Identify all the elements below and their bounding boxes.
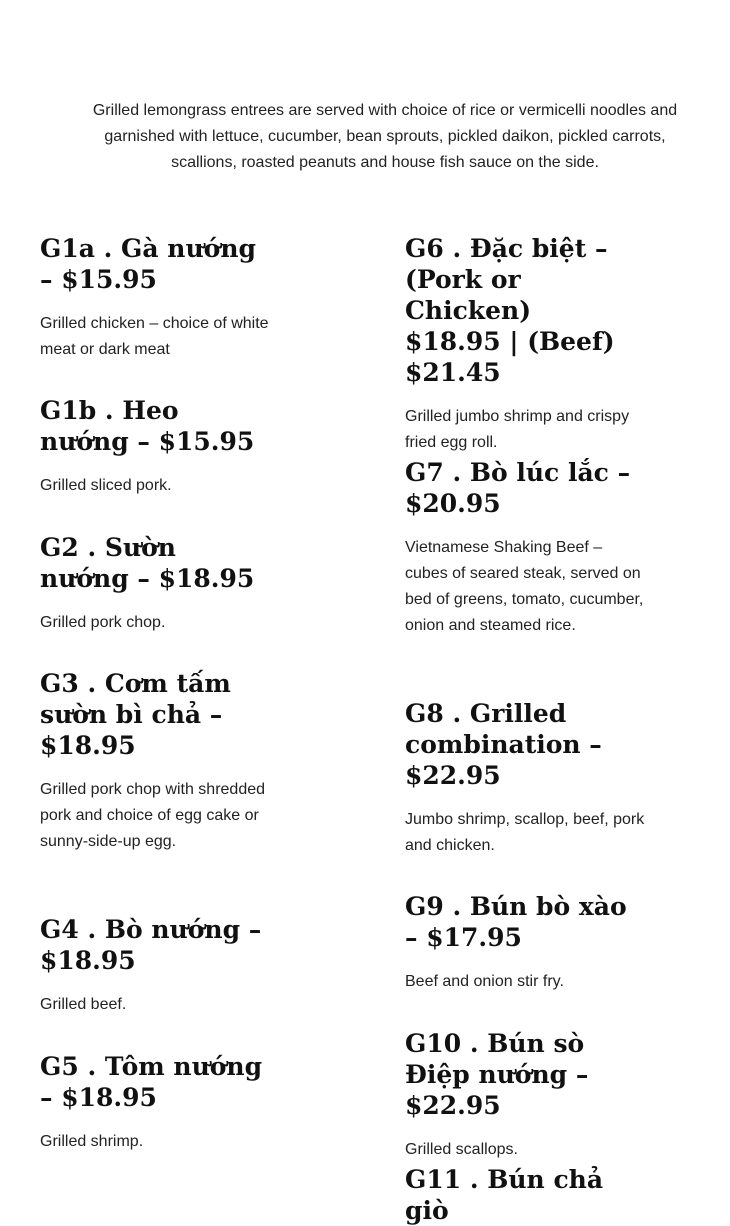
item-description: Grilled scallops. [405,1141,518,1158]
item-description: Grilled shrimp. [40,1133,144,1150]
menu-item-g11 [405,1164,645,1226]
item-title: G8 . Grilled combination – $22.95 [405,699,602,790]
item-title: G5 . Tôm nướng – $18.95 [40,1052,263,1112]
menu-item-g5 [40,1051,272,1155]
item-description: Grilled sliced pork. [40,477,172,494]
item-title: G9 . Bún bò xào – $17.95 [405,892,627,952]
item-title: G11 . Bún chả giò [405,1165,604,1225]
item-title: G7 . Bò lúc lắc – $20.95 [405,458,631,518]
item-title: G6 . Đặc biệt – (Pork or Chicken) $18.95 | (Beef) $21.45 [405,234,615,387]
left-column [40,233,272,1155]
item-description: Jumbo shrimp, scallop, beef, pork and chicken. [405,811,645,854]
item-title: G4 . Bò nướng – $18.95 [40,915,262,975]
menu-item-g1b [40,395,272,532]
menu-item-g9 [405,891,645,1028]
item-description: Vietnamese Shaking Beef – cubes of seared steak, served on bed of greens, tomato, cucumber, onion and steamed rice. [405,539,644,634]
menu-item-g2 [40,532,272,668]
item-title: G2 . Sườn nướng – $18.95 [40,533,255,593]
item-title: G10 . Bún sò Điệp nướng – $22.95 [405,1029,589,1120]
item-description: Grilled jumbo shrimp and crispy fried egg roll. [405,408,630,451]
intro-text: Grilled lemongrass entrees are served with choice of rice or vermicelli noodles and garnished with lettuce, cucumber, bean sprouts, pickled daikon, pickled carrots, scallions, roasted peanuts and house fish sauce on the side. [92,102,678,171]
item-description: Grilled beef. [40,996,127,1013]
item-title: G1b . Heo nướng – $15.95 [40,396,255,456]
item-description: Grilled pork chop with shredded pork and choice of egg cake or sunny-side-up egg. [40,781,266,850]
menu-item-g1a [40,233,272,395]
item-title: G1a . Gà nướng – $15.95 [40,234,256,294]
right-column [405,233,645,1226]
menu-item-g7 [405,457,645,698]
menu-item-g8 [405,698,645,891]
item-description: Grilled pork chop. [40,614,166,631]
item-description: Beef and onion stir fry. [405,973,564,990]
item-description: Grilled chicken – choice of white meat or dark meat [40,315,269,358]
menu-item-g4 [40,914,272,1051]
item-title: G3 . Cơm tấm sườn bì chả – $18.95 [40,669,231,760]
menu-item-g6 [405,233,645,457]
menu-item-g10 [405,1028,645,1164]
menu-item-g3 [40,668,272,914]
